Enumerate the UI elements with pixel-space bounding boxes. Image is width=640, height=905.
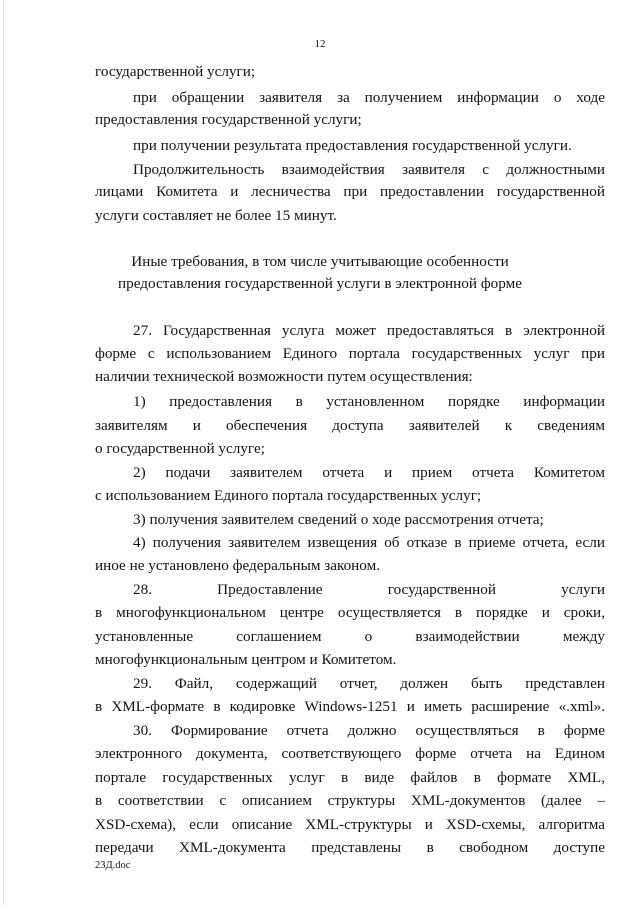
paragraph-line: 30. Формирование отчета должно осуществляться в форме (133, 722, 605, 739)
paragraph-line: форме с использованием Единого портала государственных услуг при (95, 345, 605, 362)
page-number: 12 (314, 38, 326, 50)
paragraph-line: предоставления государственной услуги; (95, 111, 362, 128)
paragraph-line: 27. Государственная услуга может предоставляться в электронной (133, 322, 605, 339)
paragraph-line: портале государственных услуг в виде файлов в формате XML, (95, 769, 605, 786)
paragraph-line: лицами Комитета и лесничества при предоставлении государственной (95, 183, 605, 200)
paragraph-line: 4) получения заявителем извещения об отказе в приеме отчета, если (133, 534, 605, 551)
paragraph-line: передачи XML-документа представлены в свободном доступе (95, 839, 605, 856)
paragraph-line: с использованием Единого портала государственных услуг; (95, 487, 482, 504)
paragraph-line: иное не установлено федеральным законом. (95, 557, 381, 574)
paragraph-line: Продолжительность взаимодействия заявителя с должностными (133, 161, 605, 178)
paragraph-line: электронного документа, соответствующего форме отчета на Едином (95, 745, 605, 762)
paragraph-line: установленные соглашением о взаимодействии между (95, 628, 605, 645)
paragraph-line: при обращении заявителя за получением информации о ходе (133, 89, 605, 106)
paragraph-line: в XML-формате в кодировке Windows-1251 и иметь расширение «.xml». (95, 698, 605, 715)
section-heading: Иные требования, в том числе учитывающие особенности (131, 253, 509, 270)
paragraph-line: 2) подачи заявителем отчета и прием отчета Комитетом (133, 464, 605, 481)
paragraph-line: многофункциональным центром и Комитетом. (95, 651, 397, 668)
paragraph-line: XSD-схема), если описание XML-структуры и XSD-схемы, алгоритма (95, 816, 605, 833)
footer-filename: 23Д.doc (95, 860, 131, 871)
paragraph-line: услуги составляет не более 15 минут. (95, 207, 337, 224)
section-heading: предоставления государственной услуги в электронной форме (118, 275, 522, 292)
paragraph-line: о государственной услуге; (95, 440, 265, 457)
paragraph-line: в соответствии с описанием структуры XML-документов (далее – (95, 792, 605, 809)
paragraph-line: при получении результата предоставления государственной услуги. (133, 137, 572, 154)
paragraph-line: 3) получения заявителем сведений о ходе рассмотрения отчета; (133, 511, 544, 528)
paragraph-line: 1) предоставления в установленном порядке информации (133, 393, 605, 410)
scan-margin-line (3, 0, 4, 905)
paragraph-line: 29. Файл, содержащий отчет, должен быть представлен (133, 675, 605, 692)
paragraph-line: государственной услуги; (95, 63, 256, 80)
paragraph-line: 28. Предоставление государственной услуги (133, 581, 605, 598)
paragraph-line: в многофункциональном центре осуществляется в порядке и сроки, (95, 604, 605, 621)
paragraph-line: наличии технической возможности путем осуществления: (95, 368, 473, 385)
paragraph-line: заявителям и обеспечения доступа заявителей к сведениям (95, 417, 605, 434)
